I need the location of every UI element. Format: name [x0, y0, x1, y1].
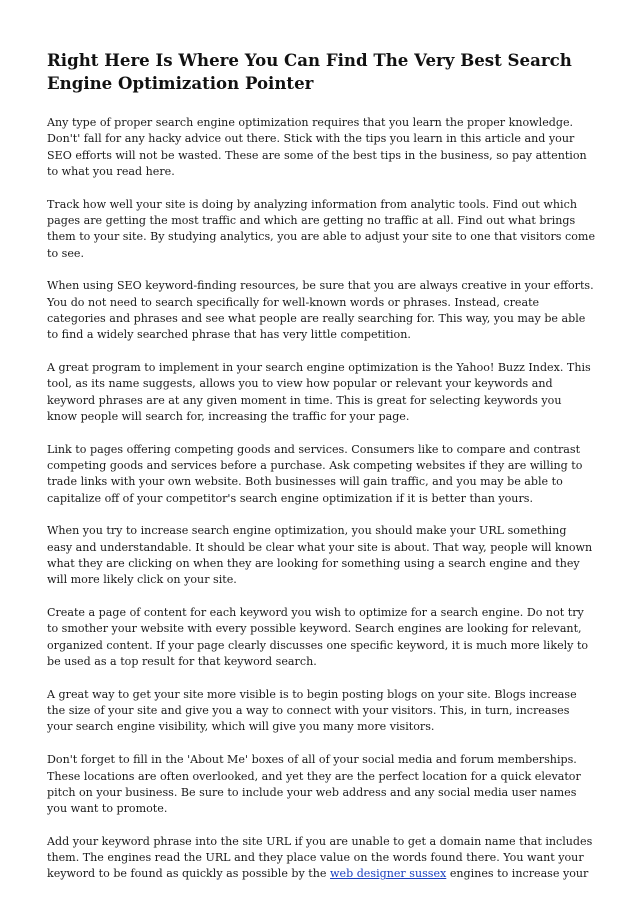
- paragraph-7: Create a page of content for each keyword you wish to optimize for a search engine. Do not try to smother your website with every possible keyword. Search engines are looking for relevant, organized content. If your page clearly discusses one specific keyword, it is much more likely to be used as a top result for that keyword search.: [47, 606, 589, 669]
- paragraph-4: A great program to implement in your search engine optimization is the Yahoo! Buzz Index. This tool, as its name suggests, allows you to view how popular or relevant your keywords and keyword phrases are at any given moment in time. This is great for selecting keywords you know people will search for, increasing the traffic for your page.: [47, 361, 591, 423]
- paragraph-10-text-after: engines to increase your: [446, 867, 589, 881]
- paragraph-10: [47, 834, 595, 883]
- paragraph-9: Don't forget to fill in the 'About Me' boxes of all of your social media and forum memberships. These locations are often overlooked, and yet they are the perfect location for a quick elevator pitch on your business. Be sure to include your web address and any social media user names you want to promote.: [47, 753, 581, 816]
- paragraph-3: When using SEO keyword-finding resources, be sure that you are always creative in your efforts. You do not need to search specifically for well-known words or phrases. Instead, create categories and phrases and see what people are really searching for. This way, you may be able to find a widely searched phrase that has very little competition.: [47, 279, 594, 342]
- document-title: Right Here Is Where You Can Find The Very Best Search Engine Optimization Pointer: [47, 50, 572, 93]
- paragraph-6: When you try to increase search engine optimization, you should make your URL something easy and understandable. It should be clear what your site is about. That way, people will known what they are clicking on when they are looking for something using a search engine and they will more likely click on your site.: [47, 524, 593, 587]
- paragraph-8: A great way to get your site more visible is to begin posting blogs on your site. Blogs increase the size of your site and give you a way to connect with your visitors. This, in turn, increases your search engine visibility, which will give you many more visitors.: [47, 687, 577, 734]
- document-page: [47, 49, 595, 899]
- web-designer-sussex-link[interactable]: web designer sussex: [330, 867, 447, 881]
- paragraph-1: Any type of proper search engine optimization requires that you learn the proper knowledge. Don't' fall for any hacky advice out there. Stick with the tips you learn in this article and your SEO efforts will not be wasted. These are some of the best tips in the business, so pay attention to what you read here.: [47, 116, 587, 178]
- paragraph-2: Track how well your site is doing by analyzing information from analytic tools. Find out which pages are getting the most traffic and which are getting no traffic at all. Find out what brings them to your site. By studying analytics, you are able to adjust your site to one that visitors come to see.: [47, 197, 596, 260]
- paragraph-5: Link to pages offering competing goods and services. Consumers like to compare and contrast competing goods and services before a purchase. Ask competing websites if they are willing to trade links with your own website. Both businesses will gain traffic, and you may be able to capitalize off of your competitor's search engine optimization if it is better than yours.: [47, 442, 583, 505]
- paragraph-10-text-before: Add your keyword phrase into the site URL if you are unable to get a domain name that includes them. The engines read the URL and they place value on the words found there. You want your keyword to be found as quickly as possible by the: [47, 834, 593, 881]
